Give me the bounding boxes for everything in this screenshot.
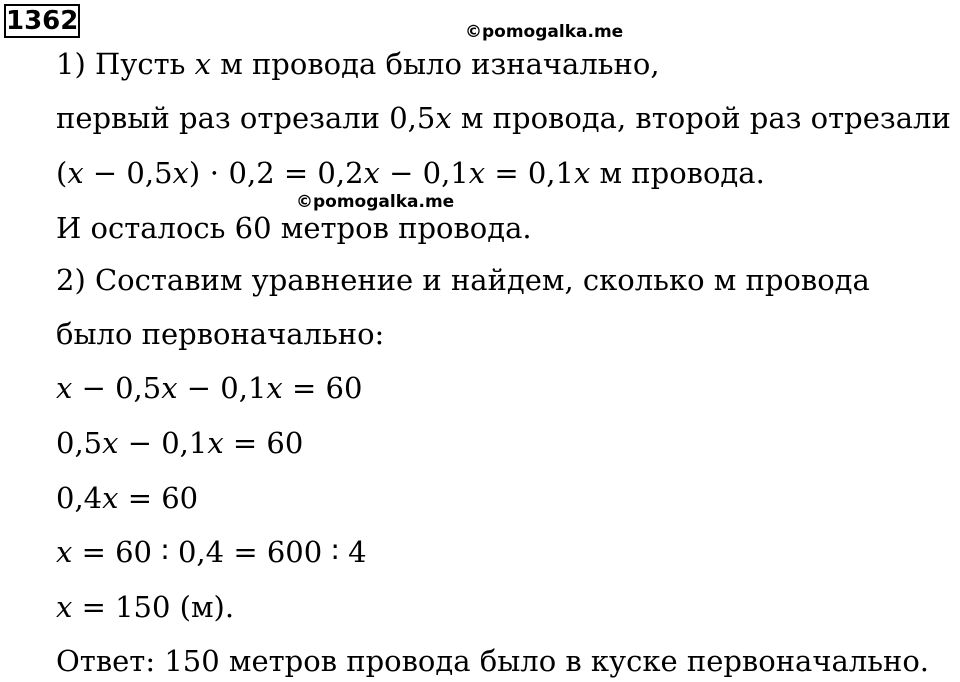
- solution-line: (𝑥 − 0,5𝑥) ⋅ 0,2 = 0,2𝑥 − 0,1𝑥 = 0,1𝑥 м провода.: [56, 156, 765, 190]
- solution-line: И осталось 60 метров провода.: [56, 211, 532, 245]
- watermark: ©pomogalka.me: [465, 22, 624, 42]
- equation-line: 0,4𝑥 = 60: [56, 481, 199, 515]
- solution-line: было первоначально:: [56, 317, 385, 351]
- solution-line: первый раз отрезали 0,5𝑥 м провода, второй раз отрезали: [56, 101, 951, 135]
- answer-line: Ответ: 150 метров провода было в куске первоначально.: [56, 644, 930, 678]
- equation-line: 𝑥 = 60 ∶ 0,4 = 600 ∶ 4: [56, 535, 367, 569]
- problem-number: 1362: [6, 6, 79, 36]
- equation-line: 𝑥 = 150 (м).: [56, 590, 235, 624]
- watermark: ©pomogalka.me: [296, 192, 455, 212]
- equation-line: 𝑥 − 0,5𝑥 − 0,1𝑥 = 60: [56, 371, 363, 405]
- equation-line: 0,5𝑥 − 0,1𝑥 = 60: [56, 426, 304, 460]
- solution-line: 1) Пусть 𝑥 м провода было изначально,: [56, 47, 660, 81]
- solution-line: 2) Составим уравнение и найдем, сколько м провода: [56, 263, 870, 297]
